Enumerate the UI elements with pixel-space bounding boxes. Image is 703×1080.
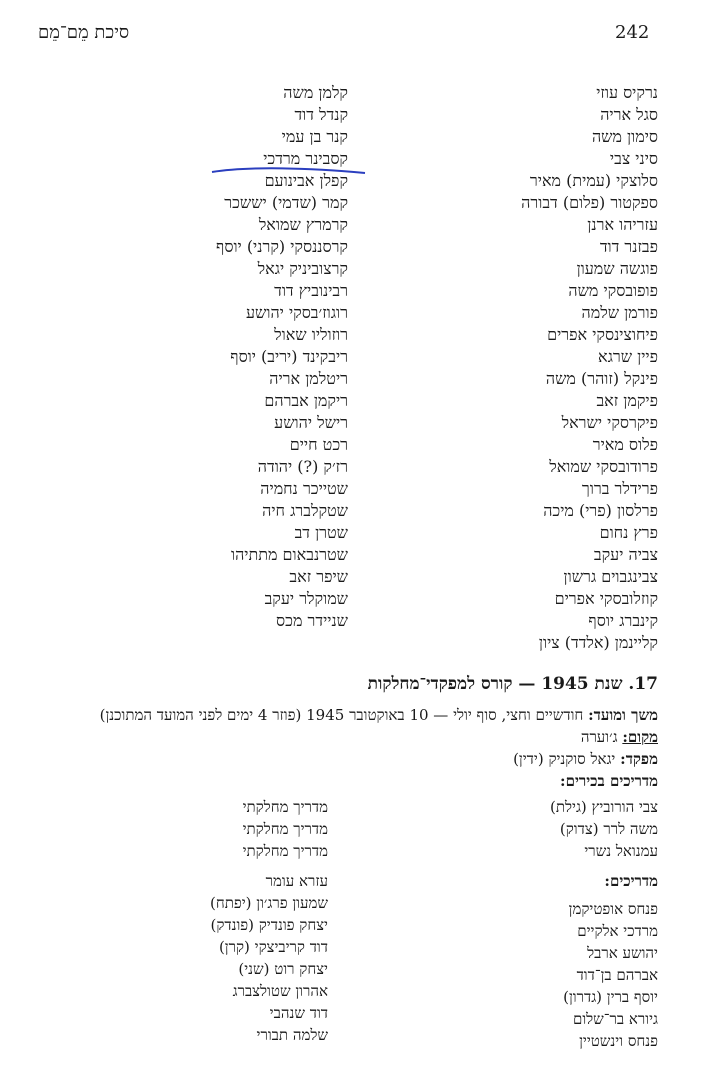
commander-label: מפקד: <box>620 750 658 768</box>
duration-line <box>100 706 658 725</box>
name-entry: פופובסקי משה <box>568 281 658 300</box>
name-entry: קמר (שדמי) יששכר <box>224 193 348 212</box>
instructor-name: גיורא בר־שלום <box>572 1010 658 1028</box>
instructors-column-right <box>563 898 658 1052</box>
name-entry: פבזנר דוד <box>599 237 658 256</box>
senior-instructor-name: משה לרר (צדוק) <box>559 820 658 838</box>
name-entry: שמוקלר יעקב <box>264 589 348 608</box>
name-entry: רוגוז׳בסקי יהושע <box>245 303 348 322</box>
name-entry: צביה יעקב <box>593 545 658 564</box>
name-entry: פיקמן זאב <box>596 391 658 410</box>
instructors-column-left <box>210 870 328 1046</box>
name-entry: שניידר מכס <box>276 611 348 630</box>
name-entry: פרלסון (פרי) מיכה <box>543 501 658 520</box>
name-entry: פרידלר ברוך <box>581 479 658 498</box>
instructor-name: פנחס אופטיקמן <box>568 900 658 918</box>
commander-value: יגאל סוקניק (ידין) <box>513 750 616 768</box>
instructor-name: יהושע ארבל <box>587 944 658 962</box>
place-line <box>581 728 658 747</box>
name-entry: פורמן שלמה <box>581 303 658 322</box>
name-entry: רוזוליו שאול <box>274 325 348 344</box>
name-entry: קפלן אבינועם <box>264 171 348 190</box>
name-entry: פלוס מאיר <box>592 435 658 454</box>
name-entry: פרץ נחום <box>599 523 658 542</box>
name-entry: קרמרץ שמואל <box>258 215 348 234</box>
name-entry: פיחוצינסקי אפרים <box>547 325 658 344</box>
name-entry: שטרן דב <box>294 523 348 542</box>
place-value: ג׳וערה <box>580 728 618 746</box>
name-entry: פיין שרגא <box>597 347 658 366</box>
name-entry: קנר בן עמי <box>281 127 348 146</box>
place-label: מקום: <box>622 728 658 746</box>
instructor-name: פנחס וינשטיין <box>579 1032 658 1050</box>
instructor-name: דוד שנהבי <box>269 1004 328 1022</box>
senior-instructor-role: מדריך מחלקתי <box>242 842 328 860</box>
name-entry: ריטלמן אריה <box>269 369 348 388</box>
name-entry: ספקטור (פלום) דבורה <box>521 193 658 212</box>
instructor-name: עזרא עומר <box>265 872 328 890</box>
senior-instructors-names <box>550 796 658 862</box>
instructor-name: שלמה תבורי <box>256 1026 328 1044</box>
name-entry: פינקל (זוהר) משה <box>545 369 658 388</box>
name-entry: פיקרסקי ישראל <box>561 413 658 432</box>
name-entry: רבינוביץ דוד <box>274 281 348 300</box>
handwritten-underline <box>210 164 370 178</box>
name-entry: קסבינר מרדכי <box>263 149 348 168</box>
instructor-name: שמעון פרג׳ון (יפתח) <box>209 894 328 912</box>
name-entry: סלוצקי (עמית) מאיר <box>529 171 658 190</box>
name-entry: צבינגבוים גרשון <box>563 567 658 586</box>
name-entry: סיני צבי <box>609 149 658 168</box>
senior-instructors-roles <box>243 796 328 862</box>
senior-instructor-role: מדריך מחלקתי <box>242 798 328 816</box>
name-entry: קרצוביניק יגאל <box>257 259 348 278</box>
name-entry: קרסננסקי (קרני) יוסף <box>216 237 348 256</box>
name-entry: סימון משה <box>591 127 658 146</box>
senior-instructors-label: מדריכים בכירים: <box>560 772 658 790</box>
name-entry: קנדל דוד <box>294 105 348 124</box>
senior-instructor-name: צבי הורוביץ (גילת) <box>550 798 658 816</box>
senior-instructor-role: מדריך מחלקתי <box>242 820 328 838</box>
name-entry: שטקלברג חיה <box>262 501 348 520</box>
instructor-name: אהרון שטולצברג <box>232 982 328 1000</box>
section-heading: 17. שנת 1945 — קורס למפקדי־מחלקות <box>367 674 658 694</box>
name-entry: פרודובסקי שמואל <box>549 457 658 476</box>
name-entry: רישל יהושע <box>274 413 348 432</box>
instructor-name: יצחק רוט (שני) <box>238 960 328 978</box>
name-entry: עזריהו ארנן <box>587 215 658 234</box>
duration-value: חודשיים וחצי, סוף יולי — 10 באוקטובר 1945 (פוזר 4 ימים לפני המועד המתוכנן) <box>99 706 584 724</box>
page-number: 242 <box>615 22 650 43</box>
name-entry: קינברג יוסף <box>588 611 658 630</box>
name-entry: נרקיס עוזי <box>596 83 658 102</box>
names-column-right <box>521 82 658 654</box>
name-entry: פוגשה שמעון <box>576 259 658 278</box>
name-entry: שטייכר נחמיה <box>260 479 348 498</box>
name-entry: קלמן משה <box>283 83 348 102</box>
name-entry: סגל אריה <box>600 105 658 124</box>
instructor-name: דוד קריביצקי (קרן) <box>218 938 328 956</box>
instructor-name: אברהם בן־דוד <box>576 966 658 984</box>
name-entry: רכט חיים <box>289 435 348 454</box>
running-header: סיכת מֵם־מֵם <box>38 22 130 43</box>
commander-line <box>513 750 658 769</box>
name-entry: ריקמן אברהם <box>264 391 348 410</box>
instructor-name: יוסף ברין (גדרון) <box>563 988 658 1006</box>
instructors-label: מדריכים: <box>604 872 658 890</box>
name-entry: רז׳ק (?) יהודה <box>257 457 348 476</box>
name-entry: שטרנבאום מתתיהו <box>230 545 348 564</box>
name-entry: שיפר זאב <box>289 567 348 586</box>
name-entry: ריבקינד (יריב) יוסף <box>230 347 348 366</box>
senior-instructor-name: עמנואל נשרי <box>584 842 658 860</box>
instructor-name: יצחק פונדיק (פונדק) <box>210 916 328 934</box>
duration-label: משך ומועד: <box>588 706 658 724</box>
name-entry: קוזלובסקי אפרים <box>554 589 658 608</box>
name-entry: קליינמן (אלדד) ציון <box>538 633 658 652</box>
instructor-name: מרדכי אלקיים <box>577 922 658 940</box>
